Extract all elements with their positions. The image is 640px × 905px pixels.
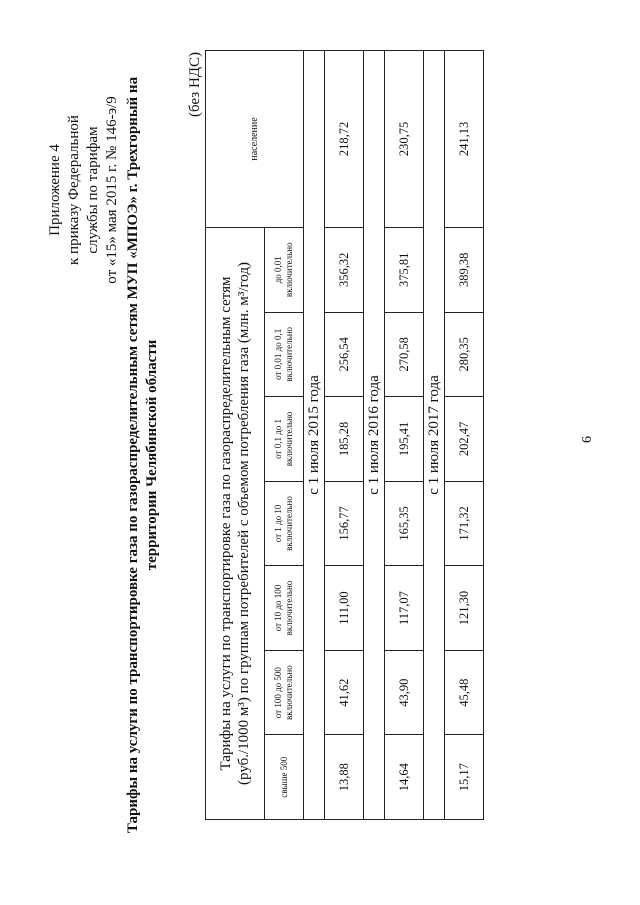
- column-header: до 0,01 включительно: [265, 227, 304, 312]
- annex-line-1: Приложение 4: [47, 144, 63, 236]
- table-header-line-2: (руб./1000 м³) по группам потребителей с объемом потребления газа (млн. м³/год): [236, 261, 252, 785]
- table-cell: 241,13: [445, 51, 484, 228]
- column-header: от 10 до 100 включительно: [265, 566, 304, 651]
- table-cell: 389,38: [445, 227, 484, 312]
- table-cell: 165,35: [385, 481, 424, 566]
- period-row: с 1 июля 2017 года: [424, 51, 445, 820]
- document-title: [124, 45, 162, 865]
- population-header: население: [206, 51, 304, 228]
- table-cell: 270,58: [385, 312, 424, 397]
- column-header: от 0,1 до 1 включительно: [265, 397, 304, 482]
- table-row: [385, 51, 424, 820]
- table-cell: 14,64: [385, 735, 424, 820]
- title-line-2: территории Челябинской области: [144, 339, 160, 571]
- table-cell: 111,00: [325, 566, 364, 651]
- table-row: [325, 51, 364, 820]
- table-main-header: [206, 227, 265, 819]
- table-cell: 230,75: [385, 51, 424, 228]
- table-cell: 256,54: [325, 312, 364, 397]
- table-cell: 280,35: [445, 312, 484, 397]
- period-row: с 1 июля 2016 года: [364, 51, 385, 820]
- table-cell: 218,72: [325, 51, 364, 228]
- table-cell: 375,81: [385, 227, 424, 312]
- title-line-1: Тарифы на услуги по транспортировке газа по газораспределительным сетям МУП «МПОЭ» г. Трехгорный на: [125, 76, 141, 834]
- table-header-line-1: Тарифы на услуги по транспортировке газа по газораспределительным сетям: [218, 276, 234, 771]
- table-cell: 171,32: [445, 481, 484, 566]
- period-row: с 1 июля 2015 года: [304, 51, 325, 820]
- column-header: от 0,01 до 0,1 включительно: [265, 312, 304, 397]
- table-row: [445, 51, 484, 820]
- table-cell: 117,07: [385, 566, 424, 651]
- column-header: от 1 до 10 включительно: [265, 481, 304, 566]
- annex-block: [46, 40, 122, 340]
- vat-note: (без НДС): [187, 51, 203, 117]
- table-cell: 195,41: [385, 397, 424, 482]
- table-cell: 41,62: [325, 650, 364, 735]
- column-header: от 100 до 500 включительно: [265, 650, 304, 735]
- table-cell: 15,17: [445, 735, 484, 820]
- table-cell: 356,32: [325, 227, 364, 312]
- annex-line-4: от «15» мая 2015 г. № 146-э/9: [104, 96, 120, 284]
- table-cell: 43,90: [385, 650, 424, 735]
- tariff-table: [205, 50, 484, 820]
- table-cell: 45,48: [445, 650, 484, 735]
- table-cell: 185,28: [325, 397, 364, 482]
- table-cell: 202,47: [445, 397, 484, 482]
- table-cell: 13,88: [325, 735, 364, 820]
- page-number: 6: [580, 436, 595, 443]
- annex-line-3: службы по тарифам: [85, 126, 101, 254]
- column-header: свыше 500: [265, 735, 304, 820]
- annex-line-2: к приказу Федеральной: [66, 115, 82, 265]
- table-cell: 156,77: [325, 481, 364, 566]
- table-cell: 121,30: [445, 566, 484, 651]
